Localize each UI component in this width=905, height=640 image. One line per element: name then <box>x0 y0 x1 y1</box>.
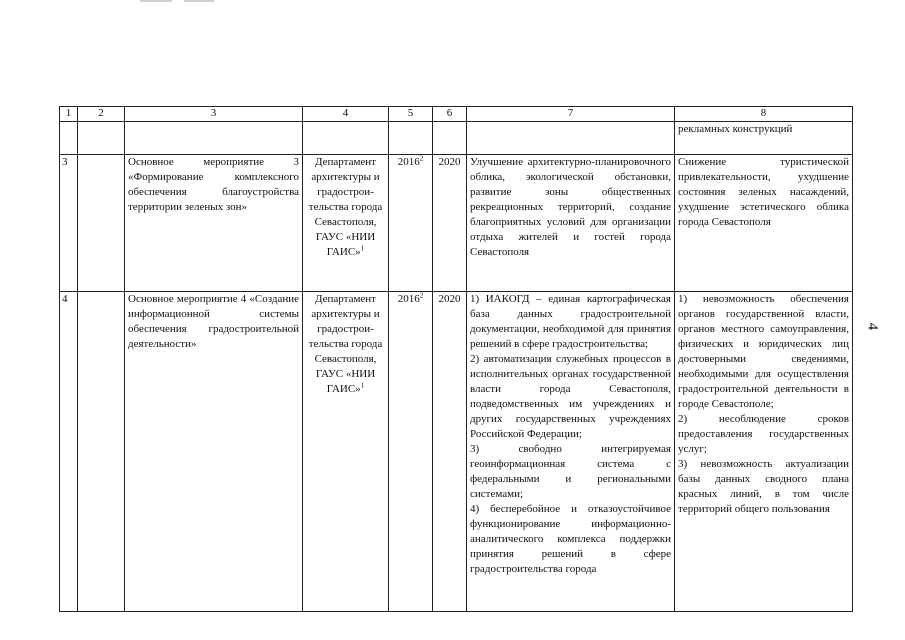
page-number: 4 <box>864 322 881 331</box>
column-number: 3 <box>125 107 303 122</box>
start-year: 2016 <box>397 293 420 305</box>
column-number: 8 <box>675 107 853 122</box>
column-number: 2 <box>78 107 125 122</box>
column-number: 6 <box>433 107 467 122</box>
consequences-cell: 1) невозможность обеспечения органов государственной власти, органов местного самоуправления, физических и юридических лиц достоверными сведениями, необходимыми для осуществления градостроительной деятельности в городе Севастополе; 2) несоблюдение сроков предоставления государственных услуг; 3) невозможность актуализации базы данных сводного плана красных линий, в том числе территорий общего пользования <box>675 292 853 612</box>
empty-cell <box>78 292 125 612</box>
table-row <box>60 155 853 292</box>
result-cell: Улучшение архитектурно-планировочного облика, экологической обстановки, развитие зоны общественных рекреационных территорий, создание благоприятных условий для организации отдыха жителей и гостей города Севастополя <box>467 155 675 292</box>
column-number: 1 <box>60 107 78 122</box>
start-year: 2016 <box>397 156 420 168</box>
empty-cell <box>125 122 303 155</box>
executor-cell <box>303 292 389 612</box>
end-year-cell: 2020 <box>433 155 467 292</box>
executor-text: Департамент архитектуры и градострои-тельства города Севастополя, ГАУС «НИИ ГАИС» <box>308 293 383 395</box>
footnote-mark: 2 <box>419 291 424 300</box>
end-year-cell: 2020 <box>433 292 467 612</box>
scan-mark-right <box>184 0 214 2</box>
footnote-mark: 1 <box>360 244 365 253</box>
empty-cell <box>433 122 467 155</box>
empty-cell <box>78 122 125 155</box>
executor-text: Департамент архитектуры и градострои-тельства города Севастополя, ГАУС «НИИ ГАИС» <box>308 156 383 258</box>
start-year-cell <box>389 155 433 292</box>
empty-cell <box>303 122 389 155</box>
column-number: 4 <box>303 107 389 122</box>
executor-cell <box>303 155 389 292</box>
footnote-mark: 1 <box>360 381 365 390</box>
row-number: 4 <box>60 292 78 612</box>
activity-cell: Основное мероприятие 4 «Создание информационной системы обеспечения градостроительной деятельности» <box>125 292 303 612</box>
column-number: 5 <box>389 107 433 122</box>
empty-cell <box>467 122 675 155</box>
column-number-row <box>60 107 853 122</box>
activity-cell: Основное мероприятие 3 «Формирование комплексного обеспечения благоустройства территории зеленых зон» <box>125 155 303 292</box>
row-number: 3 <box>60 155 78 292</box>
empty-cell <box>60 122 78 155</box>
table-row <box>60 292 853 612</box>
consequences-cell: рекламных конструкций <box>675 122 853 155</box>
footnote-mark: 2 <box>419 154 424 163</box>
column-number: 7 <box>467 107 675 122</box>
empty-cell <box>389 122 433 155</box>
start-year-cell <box>389 292 433 612</box>
result-cell: 1) ИАКОГД – единая картографическая база данных градостроительной документации, необходимой для принятия решений в сфере градостроительства; 2) автоматизация служебных процессов в исполнительных органах государственной власти города Севастополя, подведомственных им учреждениях и других государственных учреждениях Российской Федерации; 3) свободно интегрируемая геоинформационная система с федеральными и региональными системами; 4) бесперебойное и отказоустойчивое функционирование информационно-аналитического комплекса поддержки принятия решений в сфере градостроительства города <box>467 292 675 612</box>
program-activities-table <box>59 106 853 612</box>
empty-cell <box>78 155 125 292</box>
continuation-row <box>60 122 853 155</box>
scan-mark-left <box>140 0 172 2</box>
consequences-cell: Снижение туристической привлекательности, ухудшение состояния зеленых насаждений, ухудшение эстетического облика города Севастополя <box>675 155 853 292</box>
